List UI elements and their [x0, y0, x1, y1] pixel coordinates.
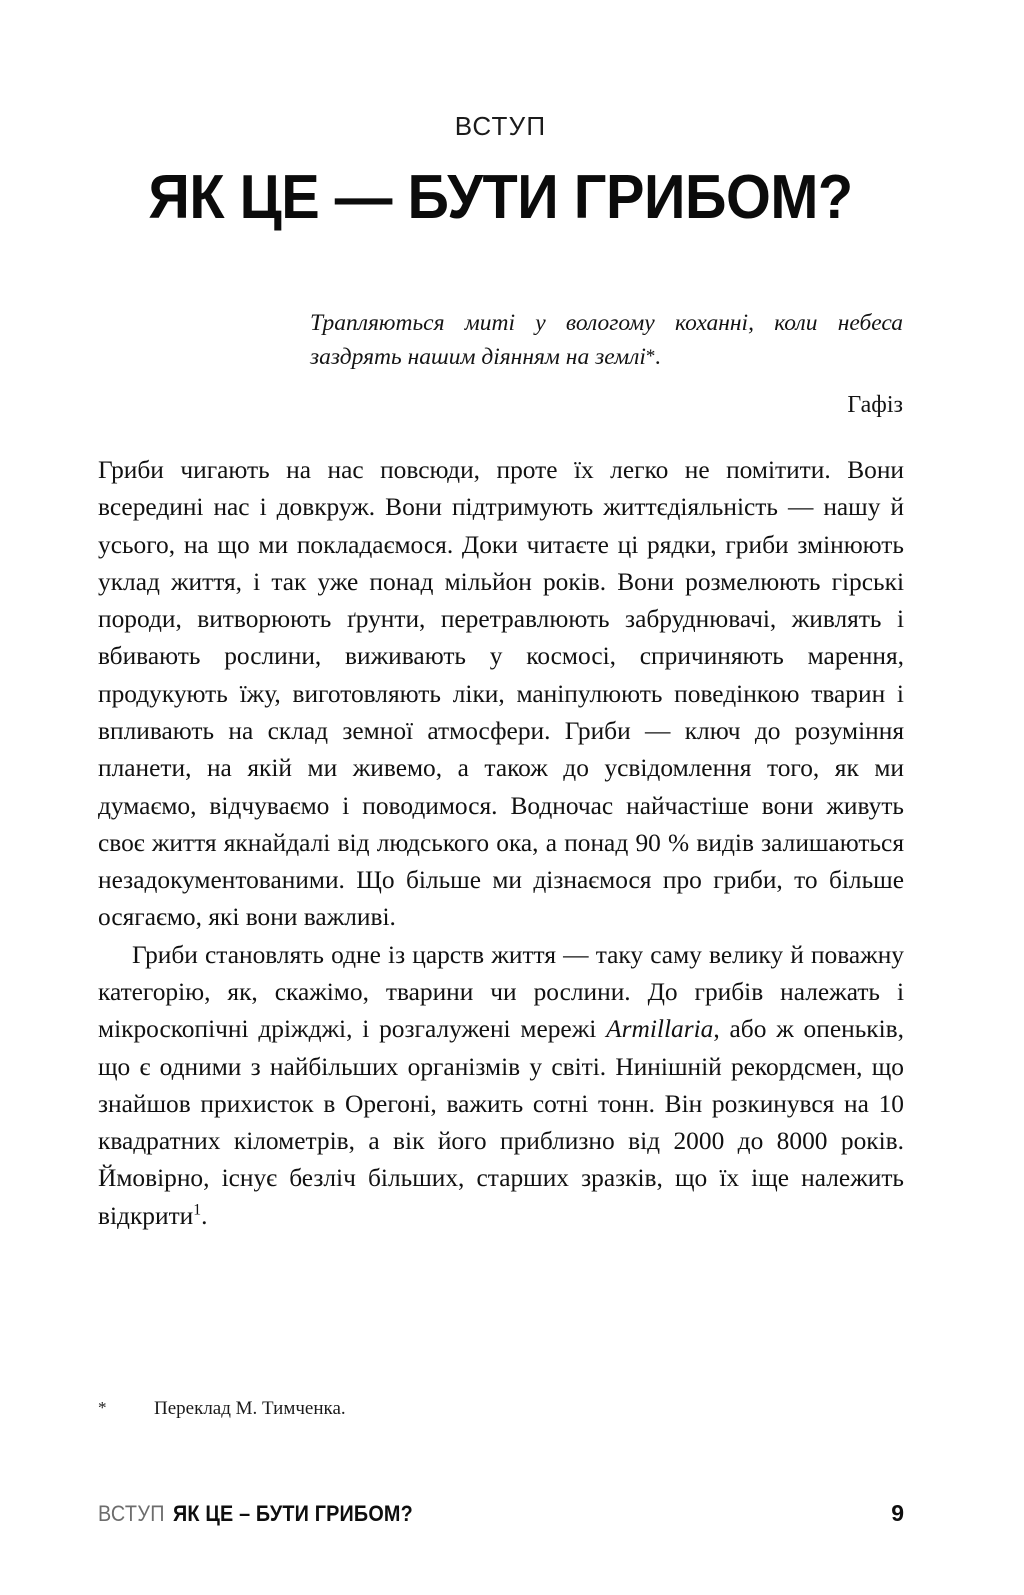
footnote-text: Переклад М. Тимченка.	[154, 1398, 346, 1419]
footnote-marker: *	[98, 1398, 107, 1417]
footnote-reference-1: 1	[193, 1201, 202, 1219]
epigraph	[310, 306, 903, 375]
paragraph-2-segment-2: , або ж опеньків, що є одними з найбільших організмів у світі. Нинішній рекордсмен, що знайшов прихисток в Орегоні, важить сотні тонн. Він розкинувся на 10 квадратних кілометрів, а вік його приблизно від 2000 до 8000 років. Ймовірно, існує безліч більших, старших зразків, що їх іще належить відкрити	[98, 1015, 905, 1230]
epigraph-footnote-marker: *	[645, 346, 656, 368]
page-title: ЯК ЦЕ — БУТИ ГРИБОМ?	[148, 162, 853, 232]
epigraph-terminator: .	[655, 344, 662, 371]
paragraph-2-segment-1: Гриби становлять одне із царств життя — таку саму велику й поважну категорію, як, скажімо, тварини чи рослини. До грибів належать і мікроскопічні дріжджі, і розгалужені мережі	[98, 940, 904, 1044]
page-footer	[98, 1500, 904, 1527]
epigraph-attribution: Гафіз	[847, 392, 903, 418]
paragraph-2-terminator: .	[201, 1201, 208, 1230]
footer-section-label: ВСТУП	[98, 1501, 165, 1526]
footer-running-head	[98, 1501, 413, 1527]
footnote	[98, 1396, 904, 1423]
page-number: 9	[891, 1500, 904, 1526]
chapter-opener	[98, 112, 903, 230]
paragraph-2	[98, 937, 904, 1235]
species-name-armillaria: Armillaria	[606, 1015, 714, 1044]
paragraph-1: Гриби чигають на нас повсюди, проте їх легко не помітити. Вони всередині нас і довкруж. Вони підтримують життєдіяльність — нашу й усього, на що ми покладаємося. Доки читаєте ці рядки, гриби змінюють уклад життя, і так уже понад мільйон років. Вони розмелюють гірські породи, витворюють ґрунти, перетравлюють забруднювачі, живлять і вбивають рослини, виживають у космосі, спричиняють марення, продукують їжу, виготовляють ліки, маніпулюють поведінкою тварин і впливають на склад земної атмосфери. Гриби — ключ до розуміння планети, на якій ми живемо, а також до усвідомлення того, як ми думаємо, відчуваємо і поводимося. Водночас найчастіше вони живуть своє життя якнайдалі від людського ока, а понад 90 % видів залишаються незадокументованими. Що більше ми дізнаємося про гриби, то більше осягаємо, які вони важливі.	[98, 456, 904, 932]
body-text	[98, 452, 904, 1235]
epigraph-text: Трапляються миті у вологому коханні, коли небеса заздрять нашим діянням на землі	[310, 310, 903, 371]
chapter-kicker: ВСТУП	[454, 111, 547, 141]
footer-title-label: ЯК ЦЕ – БУТИ ГРИБОМ?	[172, 1501, 413, 1526]
